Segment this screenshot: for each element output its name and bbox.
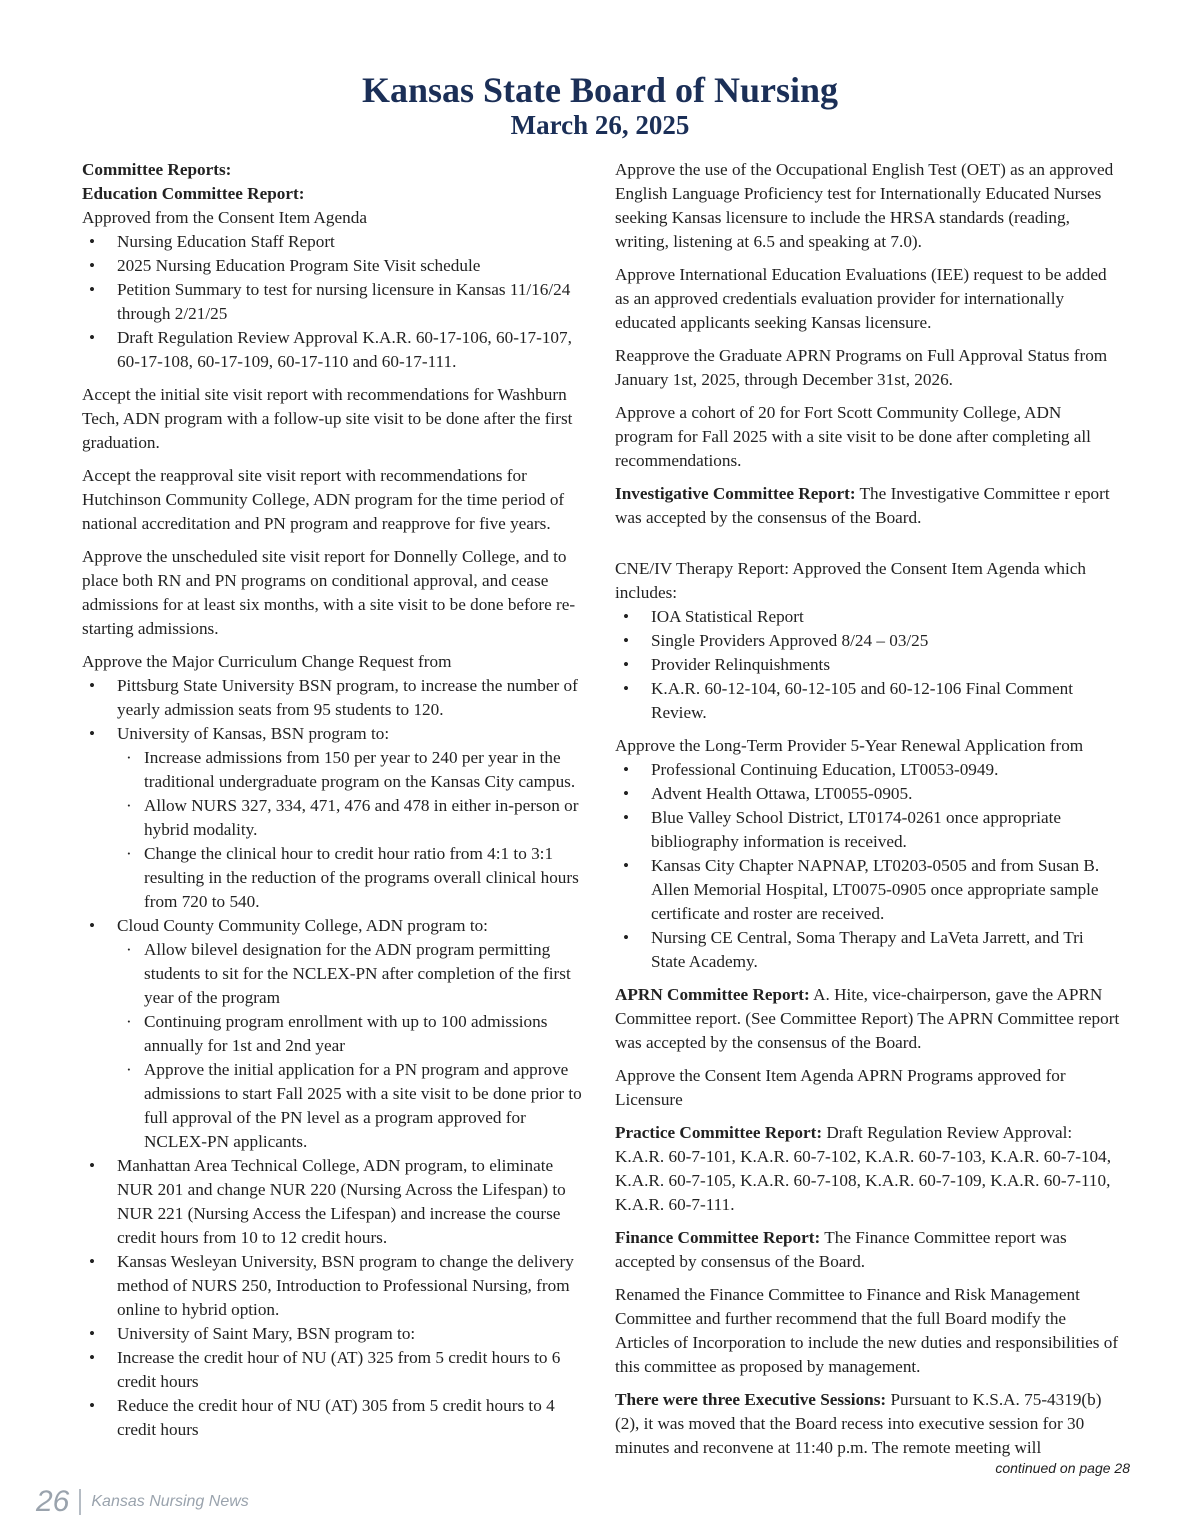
list-item: • Draft Regulation Review Approval K.A.R. 60-17-106, 60-17-107, 60-17-108, 60-17-109, 60-17-110 and 60-17-111. xyxy=(82,326,592,374)
aprn-paragraph xyxy=(615,983,1120,1055)
list-item: • Nursing CE Central, Soma Therapy and LaVeta Jarrett, and Tri State Academy. xyxy=(615,926,1120,974)
cne-intro: CNE/IV Therapy Report: Approved the Consent Item Agenda which includes: xyxy=(615,559,1086,602)
page-number: 26 xyxy=(36,1485,70,1518)
list-item: • Reduce the credit hour of NU (AT) 305 from 5 credit hours to 4 credit hours xyxy=(82,1394,592,1442)
list-item: • K.A.R. 60-12-104, 60-12-105 and 60-12-106 Final Comment Review. xyxy=(615,677,1120,725)
footer-divider xyxy=(79,1489,81,1515)
hutchinson-paragraph: Accept the reapproval site visit report with recommendations for Hutchinson Community College, ADN program for the time period of national accreditation and PN program and reapprove for five years. xyxy=(82,466,565,533)
committee-reports-heading: Committee Reports: xyxy=(82,160,232,179)
list-item: • Provider Relinquishments xyxy=(615,653,1120,677)
practice-label: Practice Committee Report: xyxy=(615,1123,823,1142)
page-date: March 26, 2025 xyxy=(510,110,690,140)
washburn-paragraph: Accept the initial site visit report with recommendations for Washburn Tech, ADN program with a follow-up site visit to be done after the first graduation. xyxy=(82,385,573,452)
list-item: • 2025 Nursing Education Program Site Visit schedule xyxy=(82,254,592,278)
finance-text: The Finance Committee report was accepted by consensus of the Board. xyxy=(615,1228,1067,1271)
consent-item-list xyxy=(82,230,592,374)
list-item xyxy=(82,914,592,1154)
aprn-text: A. Hite, vice-chairperson, gave the APRN Committee report. (See Committee Report) The APRN Committee report was accepted by the consensus of the Board. xyxy=(615,985,1120,1052)
cloud-label: Cloud County Community College, ADN program to: xyxy=(117,916,488,935)
list-item: · Change the clinical hour to credit hour ratio from 4:1 to 3:1 resulting in the reduction of the programs overall clinical hours from 720 to 540. xyxy=(117,842,592,914)
list-item: • Increase the credit hour of NU (AT) 325 from 5 credit hours to 6 credit hours xyxy=(82,1346,592,1394)
ku-sub-list xyxy=(117,746,592,914)
list-item: · Continuing program enrollment with up to 100 admissions annually for 1st and 2nd year xyxy=(117,1010,592,1058)
donnelly-paragraph: Approve the unscheduled site visit report for Donnelly College, and to place both RN and PN programs on conditional approval, and cease admissions for at least six months, with a site visit to be done before re-starting admissions. xyxy=(82,547,576,638)
renamed-paragraph: Renamed the Finance Committee to Finance and Risk Management Committee and further recommend that the full Board modify the Articles of Incorporation to include the new duties and responsibilities of this committee as proposed by management. xyxy=(615,1285,1119,1376)
list-item: · Approve the initial application for a PN program and approve admissions to start Fall 2025 with a site visit to be done prior to full approval of the PN level as a program approved for NCLEX-PN applicants. xyxy=(117,1058,592,1154)
list-item: • University of Saint Mary, BSN program to: xyxy=(82,1322,592,1346)
aprn-consent-paragraph: Approve the Consent Item Agenda APRN Programs approved for Licensure xyxy=(615,1066,1066,1109)
investigative-label: Investigative Committee Report: xyxy=(615,484,856,503)
list-item: · Increase admissions from 150 per year to 240 per year in the traditional undergraduate program on the Kansas City campus. xyxy=(117,746,592,794)
list-item: • Professional Continuing Education, LT0053-0949. xyxy=(615,758,1120,782)
executive-text: Pursuant to K.S.A. 75-4319(b)(2), it was moved that the Board recess into executive session for 30 minutes and reconvene at 11:40 p.m. The remote meeting will xyxy=(615,1390,1102,1457)
right-column xyxy=(615,158,1120,1469)
cloud-sub-list xyxy=(117,938,592,1154)
page-footer xyxy=(36,1484,249,1520)
finance-label: Finance Committee Report: xyxy=(615,1228,821,1247)
investigative-text: The Investigative Committee r eport was accepted by the consensus of the Board. xyxy=(615,484,1110,527)
ku-label: University of Kansas, BSN program to: xyxy=(117,724,390,743)
practice-text: Draft Regulation Review Approval: K.A.R. 60-7-101, K.A.R. 60-7-102, K.A.R. 60-7-103, K.A.R. 60-7-104, K.A.R. 60-7-105, K.A.R. 60-7-108, K.A.R. 60-7-109, K.A.R. 60-7-110, K.A.R. 60-7-111. xyxy=(615,1123,1112,1214)
curriculum-list xyxy=(82,674,592,1442)
oet-paragraph: Approve the use of the Occupational English Test (OET) as an approved English Language Proficiency test for Internationally Educated Nurses seeking Kansas licensure to include the HRSA standards (reading, writing, listening at 6.5 and speaking at 7.0). xyxy=(615,160,1114,251)
list-item: • Pittsburg State University BSN program, to increase the number of yearly admission seats from 95 students to 120. xyxy=(82,674,592,722)
list-item: · Allow bilevel designation for the ADN program permitting students to sit for the NCLEX-PN after completion of the first year of the program xyxy=(117,938,592,1010)
practice-paragraph xyxy=(615,1121,1120,1217)
cne-item-list xyxy=(615,605,1120,725)
list-item: • Nursing Education Staff Report xyxy=(82,230,592,254)
education-committee-heading: Education Committee Report: xyxy=(82,184,305,203)
list-item: • Single Providers Approved 8/24 – 03/25 xyxy=(615,629,1120,653)
ltp-intro: Approve the Long-Term Provider 5-Year Renewal Application from xyxy=(615,736,1084,755)
ltp-item-list xyxy=(615,758,1120,974)
list-item: • IOA Statistical Report xyxy=(615,605,1120,629)
list-item: • Manhattan Area Technical College, ADN program, to eliminate NUR 201 and change NUR 220 (Nursing Across the Lifespan) to NUR 221 (Nursing Access the Lifespan) and increase the course credit hours from 10 to 12 credit hours. xyxy=(82,1154,592,1250)
aprn-reapprove-paragraph: Reapprove the Graduate APRN Programs on Full Approval Status from January 1st, 2025, through December 31st, 2026. xyxy=(615,346,1108,389)
list-item: • Advent Health Ottawa, LT0055-0905. xyxy=(615,782,1120,806)
list-item xyxy=(82,722,592,914)
publication-name: Kansas Nursing News xyxy=(91,1493,249,1510)
page-title: Kansas State Board of Nursing xyxy=(361,70,839,110)
fort-scott-paragraph: Approve a cohort of 20 for Fort Scott Community College, ADN program for Fall 2025 with a site visit to be done after completing all recommendations. xyxy=(615,403,1091,470)
list-item: • Blue Valley School District, LT0174-0261 once appropriate bibliography information is received. xyxy=(615,806,1120,854)
consent-intro: Approved from the Consent Item Agenda xyxy=(82,208,367,227)
list-item: • Kansas City Chapter NAPNAP, LT0203-0505 and from Susan B. Allen Memorial Hospital, LT0075-0905 once appropriate sample certificate and roster are received. xyxy=(615,854,1120,926)
list-item: • Petition Summary to test for nursing licensure in Kansas 11/16/24 through 2/21/25 xyxy=(82,278,592,326)
spacer xyxy=(615,539,1120,557)
curriculum-intro: Approve the Major Curriculum Change Request from xyxy=(82,652,452,671)
finance-paragraph xyxy=(615,1226,1120,1274)
executive-paragraph xyxy=(615,1388,1120,1460)
investigative-paragraph xyxy=(615,482,1120,530)
continued-note: continued on page 28 xyxy=(995,1460,1130,1476)
list-item: • Kansas Wesleyan University, BSN program to change the delivery method of NURS 250, Introduction to Professional Nursing, from online to hybrid option. xyxy=(82,1250,592,1322)
left-column xyxy=(82,158,592,1442)
executive-label: There were three Executive Sessions: xyxy=(615,1390,887,1409)
list-item: · Allow NURS 327, 334, 471, 476 and 478 in either in-person or hybrid modality. xyxy=(117,794,592,842)
aprn-label: APRN Committee Report: xyxy=(615,985,810,1004)
iee-paragraph: Approve International Education Evaluations (IEE) request to be added as an approved credentials evaluation provider for internationally educated applicants seeking Kansas licensure. xyxy=(615,265,1107,332)
